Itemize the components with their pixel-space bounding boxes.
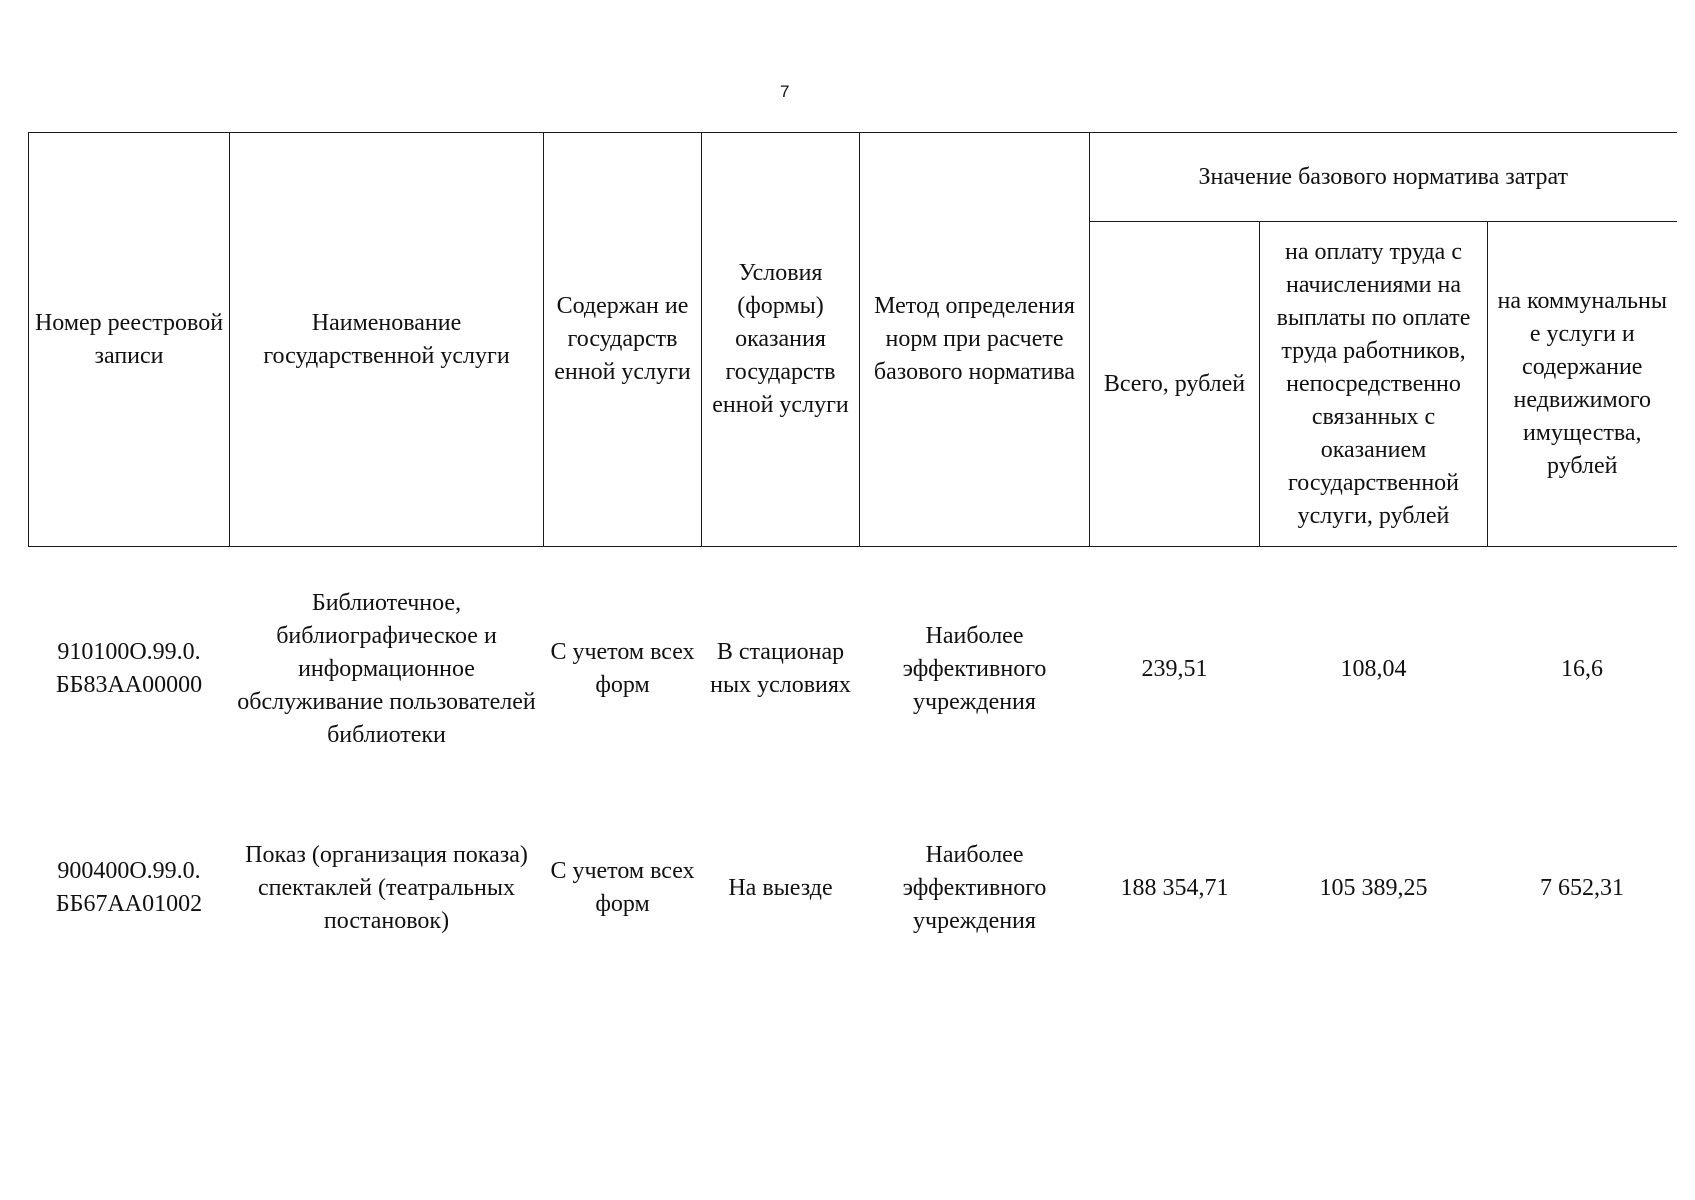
table-row <box>29 783 1677 993</box>
header-service-content: Содержан ие государств енной услуги <box>544 133 702 547</box>
header-row-top <box>29 133 1677 222</box>
cell-utilities: 16,6 <box>1561 655 1603 682</box>
cell-labor: 105 389,25 <box>1319 874 1428 901</box>
cell-method: Наиболее эффективного учреждения <box>902 622 1047 715</box>
header-labor: на оплату труда с начислениями на выплаты по оплате труда работников, непосредственно связанных с оказанием государственной услуги, рублей <box>1260 222 1488 547</box>
header-registry-number: Номер реестровой записи <box>29 133 230 547</box>
header-total: Всего, рублей <box>1090 222 1260 547</box>
cell-service-conditions: На выезде <box>728 874 833 901</box>
cell-service-name: Библиотечное, библиографическое и информационное обслуживание пользователей библиотеки <box>237 589 536 748</box>
cell-total: 239,51 <box>1141 655 1208 682</box>
base-cost-norms-table <box>28 132 1677 993</box>
cell-registry-number: 900400О.99.0. ББ67АА01002 <box>55 858 203 917</box>
cell-service-content: С учетом всех форм <box>550 639 695 698</box>
header-service-name: Наименование государственной услуги <box>230 133 544 547</box>
cell-labor: 108,04 <box>1340 655 1407 682</box>
cell-registry-number: 910100О.99.0. ББ83АА00000 <box>55 639 203 698</box>
page-number: 7 <box>780 82 790 101</box>
cell-method: Наиболее эффективного учреждения <box>902 841 1047 934</box>
cell-service-name: Показ (организация показа) спектаклей (театральных постановок) <box>245 841 528 934</box>
header-utilities: на коммунальны е услуги и содержание недвижимого имущества, рублей <box>1488 222 1677 547</box>
cell-utilities: 7 652,31 <box>1540 874 1624 901</box>
cell-total: 188 354,71 <box>1120 874 1229 901</box>
header-method: Метод определения норм при расчете базового норматива <box>860 133 1090 547</box>
cell-service-conditions: В стационар ных условиях <box>710 639 851 698</box>
table-row <box>29 547 1677 784</box>
header-base-norm-group: Значение базового норматива затрат <box>1090 133 1677 222</box>
header-service-conditions: Условия (формы) оказания государств енной услуги <box>702 133 860 547</box>
cell-service-content: С учетом всех форм <box>550 858 695 917</box>
